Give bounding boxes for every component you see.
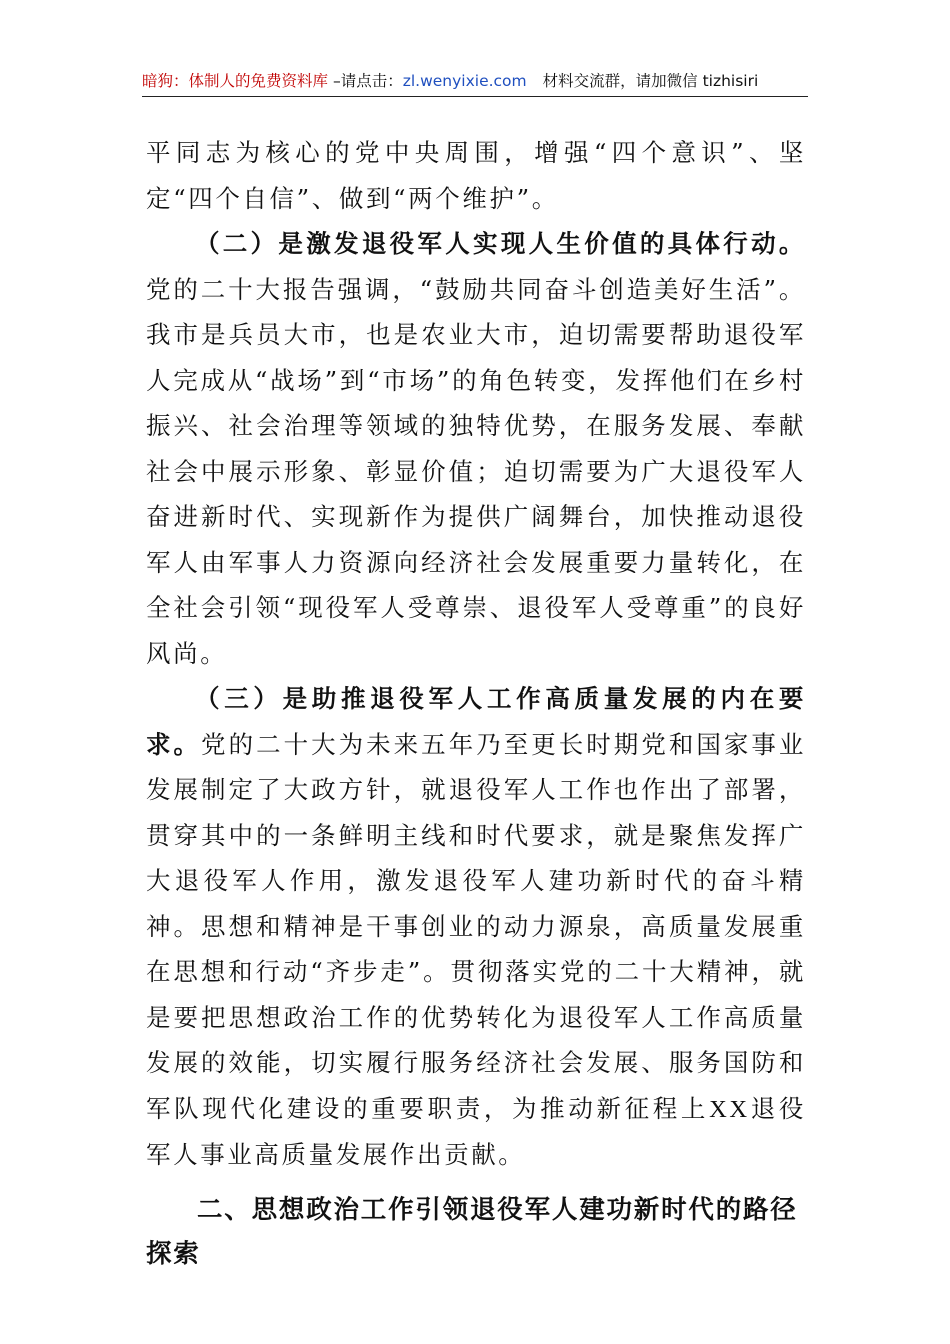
site-link[interactable]: zl.wenyixie.com: [402, 72, 527, 90]
paragraph-lead: （二）是激发退役军人实现人生价值的具体行动。: [195, 229, 806, 258]
paragraph-text: 平同志为核心的党中央周围，增强“四个意识”、坚定“四个自信”、做到“两个维护”。: [146, 138, 806, 213]
section-heading: 二、思想政治工作引领退役军人建功新时代的路径探索: [146, 1194, 798, 1269]
paragraph-continuation: [146, 130, 806, 221]
paragraph-2: [146, 221, 806, 676]
placeholder-code: XX: [709, 1095, 750, 1123]
paragraph-text-tail: 退役军人事业高质量发展作出贡献。: [146, 1093, 806, 1169]
wechat-note: 材料交流群，请加微信 tizhisiri: [542, 72, 759, 90]
site-name: 暗狗：体制人的免费资料库: [142, 72, 329, 90]
paragraph-text: 党的二十大为未来五年乃至更长时期党和国家事业发展制定了大政方针，就退役军人工作也作出了部署，贯穿其中的一条鲜明主线和时代要求，就是聚焦发挥广大退役军人作用，激发退役军人建功新时代的奋斗精神。思想和精神是干事创业的动力源泉，高质量发展重在思想和行动“齐步走”。贯彻落实党的二十大精神，就是要把思想政治工作的优势转化为退役军人工作高质量发展的效能，切实履行服务经济社会发展、服务国防和军队现代化建设的重要职责，为推动新征程上: [146, 729, 807, 1123]
paragraph-text: 党的二十大报告强调，“鼓励共同奋斗创造美好生活”。我市是兵员大市，也是农业大市，迫切需要帮助退役军人完成从“战场”到“市场”的角色转变，发挥他们在乡村振兴、社会治理等领域的独特优势，在服务发展、奉献社会中展示形象、彰显价值；迫切需要为广大退役军人奋进新时代、实现新作为提供广阔舞台，加快推动退役军人由军事人力资源向经济社会发展重要力量转化，在全社会引领“现役军人受尊崇、退役军人受尊重”的良好风尚。: [146, 274, 806, 668]
paragraph-3: [146, 676, 806, 1178]
document-body: [146, 130, 806, 1276]
paragraph-lead: （三）是助推退役军人工作高质量发展的内在要求。: [146, 684, 806, 759]
page-header: [142, 70, 808, 97]
click-prompt: –请点击：: [328, 72, 403, 90]
